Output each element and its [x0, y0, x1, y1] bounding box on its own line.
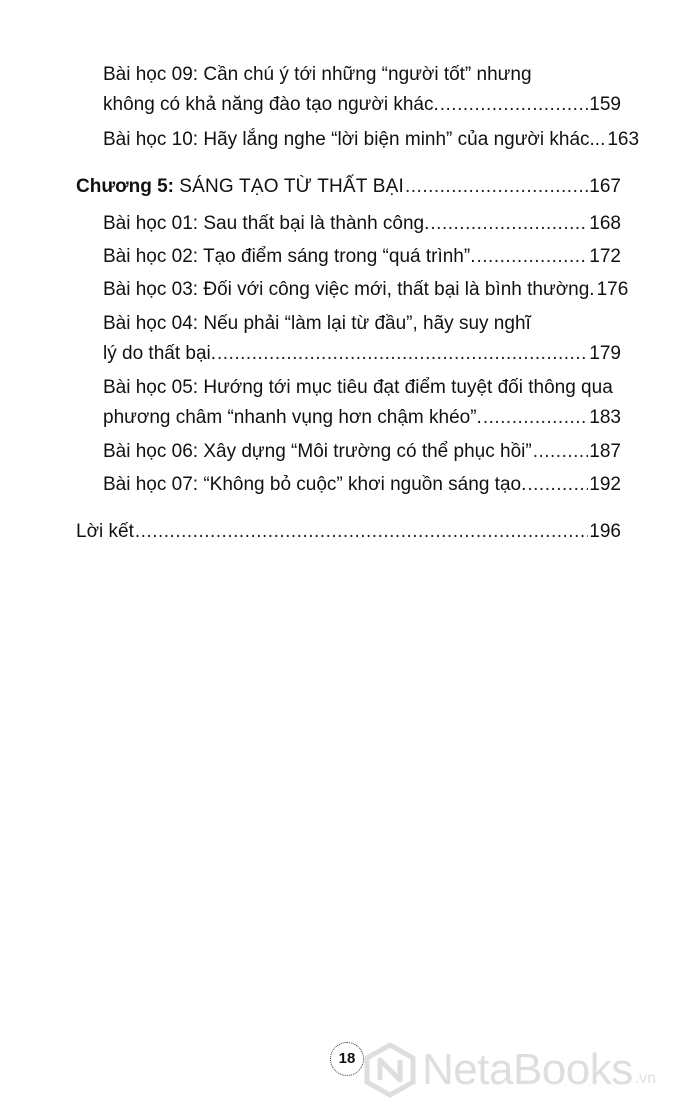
toc-page-number: 163 [607, 129, 640, 150]
toc-entry-text: Bài học 09: Cần chú ý tới những “người tốt” nhưng [103, 64, 532, 85]
dot-leader [430, 209, 588, 239]
toc-entry-text: Bài học 05: Hướng tới mục tiêu đạt điểm tuyệt đối thông qua [103, 377, 613, 398]
toc-page-number: 196 [589, 521, 621, 542]
toc-page-number: 183 [589, 407, 621, 428]
toc-entry-lesson-04-line2 [103, 339, 621, 369]
toc-entry-lesson-02 [103, 242, 621, 272]
dot-leader [527, 470, 588, 500]
dot-leader [405, 172, 588, 202]
dot-leader [476, 242, 588, 272]
page-number-badge: 18 [330, 1042, 364, 1076]
dot-leader [135, 517, 588, 547]
toc-page-number: 176 [596, 279, 629, 300]
toc-page-number: 172 [589, 246, 621, 267]
toc-chapter-5 [76, 172, 621, 202]
toc-entry-text: Lời kết [76, 521, 134, 542]
toc-page-number: 179 [589, 343, 621, 364]
dot-leader [440, 90, 589, 120]
toc-entry-text: Bài học 07: “Không bỏ cuộc” khơi nguồn sáng tạo. [103, 474, 527, 495]
watermark-brand: NetaBooks [422, 1045, 633, 1094]
toc-entry-text: không có khả năng đào tạo người khác. [103, 94, 439, 115]
chapter-label: Chương 5: [76, 176, 174, 197]
toc-entry-lesson-09-line2 [103, 90, 621, 120]
toc-page-number: 167 [589, 176, 621, 197]
toc-page-number: 159 [589, 94, 621, 115]
dot-leader [483, 403, 588, 433]
toc-entry-text: phương châm “nhanh vụng hơn chậm khéo”. [103, 407, 482, 428]
toc-entry-text: Bài học 02: Tạo điểm sáng trong “quá trình”. [103, 246, 476, 267]
netabooks-watermark [362, 1040, 656, 1100]
toc-entry-lesson-06 [103, 437, 621, 467]
toc-entry-epilogue [76, 517, 621, 547]
watermark-suffix: .vn [634, 1070, 657, 1087]
toc-entry-lesson-05-line1 [103, 373, 621, 403]
toc-entry-text: lý do thất bại. [103, 343, 217, 364]
toc-entry-lesson-03 [103, 275, 629, 305]
dot-leader [217, 339, 588, 369]
toc-entry-lesson-09-line1 [103, 60, 621, 90]
chapter-title: SÁNG TẠO TỪ THẤT BẠI [179, 176, 404, 197]
toc-page-number: 187 [589, 441, 621, 462]
toc-entry-text: Bài học 03: Đối với công việc mới, thất bại là bình thường. [103, 279, 595, 300]
toc-entry-text: Bài học 04: Nếu phải “làm lại từ đầu”, hãy suy nghĩ [103, 313, 531, 334]
toc-page-number: 168 [589, 213, 621, 234]
toc-entry-lesson-01 [103, 209, 621, 239]
toc-entry-text: Bài học 06: Xây dựng “Môi trường có thể phục hồi” [103, 441, 532, 462]
toc-entry-lesson-04-line1 [103, 309, 621, 339]
toc-entry-text: Bài học 01: Sau thất bại là thành công. [103, 213, 430, 234]
toc-entry-lesson-05-line2 [103, 403, 621, 433]
toc-entry-lesson-07 [103, 470, 621, 500]
toc-entry-text: Bài học 10: Hãy lắng nghe “lời biện minh” của người khác... [103, 129, 606, 150]
toc-page-number: 192 [589, 474, 621, 495]
dot-leader [533, 437, 589, 467]
netabooks-logo-icon [362, 1042, 418, 1098]
toc-entry-lesson-10 [103, 125, 640, 155]
